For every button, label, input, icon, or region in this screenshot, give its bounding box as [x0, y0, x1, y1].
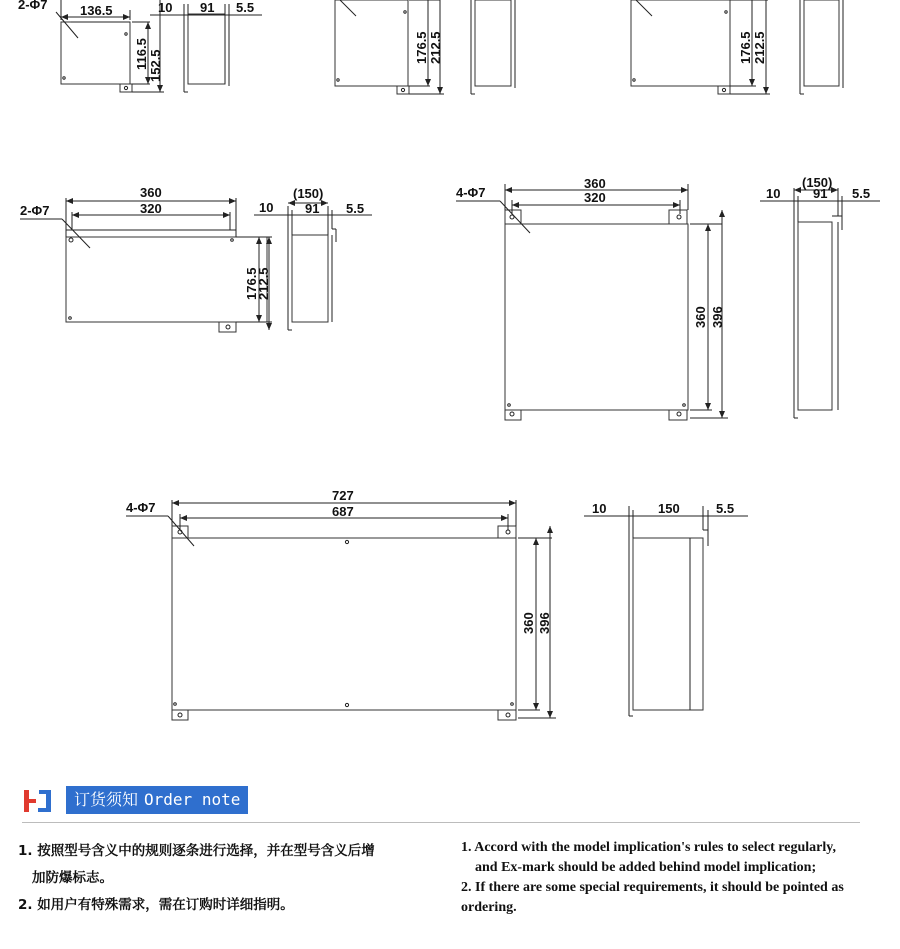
brand-logo-icon [22, 788, 62, 814]
bottom-width-inner: 687 [332, 504, 354, 519]
drawing-top-right [631, 0, 843, 94]
top-holes-label: 2-Φ7 [18, 0, 48, 12]
drawing-top-partial [18, 0, 262, 92]
top-right-h-inner: 176.5 [738, 31, 753, 64]
mid-left-dim-10: 10 [259, 200, 274, 215]
top-right-h-outer: 212.5 [752, 31, 767, 64]
mid-right-holes-label: 4-Φ7 [456, 185, 486, 200]
mid-right-dim-91: 91 [813, 186, 828, 201]
en-note-1-line-1: 1. Accord with the model implication's rules to select regularly, [461, 840, 836, 855]
order-note-title-cn: 订货须知 [74, 790, 139, 809]
mid-left-holes-label: 2-Φ7 [20, 203, 50, 218]
order-note-title [66, 786, 248, 814]
top-dim-10: 10 [158, 0, 173, 15]
cn-note-1-line-2: 加防爆标志。 [32, 870, 113, 886]
mid-left-h-inner: 176.5 [244, 267, 259, 300]
order-note-divider [22, 822, 860, 823]
drawing-middle-left [20, 185, 372, 332]
mid-left-dim-5.5: 5.5 [346, 201, 365, 216]
top-mid-h-outer: 212.5 [428, 31, 443, 64]
top-h-outer: 152.5 [148, 49, 163, 82]
cn-note-1-line-1: 1. 按照型号含义中的规则逐条进行选择，并在型号含义后增 [18, 843, 375, 859]
order-notes-english [461, 838, 881, 918]
mid-left-h-outer: 212.5 [256, 267, 271, 300]
cn-note-2: 2. 如用户有特殊需求，需在订购时详细指明。 [18, 897, 294, 913]
mid-right-dim-10: 10 [766, 186, 781, 201]
bottom-dim-5.5: 5.5 [716, 501, 735, 516]
bottom-h-inner: 360 [521, 612, 536, 634]
top-width-inner: 136.5 [80, 3, 113, 18]
mid-right-h-inner: 360 [693, 306, 708, 328]
drawing-middle-right [456, 175, 880, 420]
mid-right-depth: (150) [802, 175, 833, 190]
bottom-holes-label: 4-Φ7 [126, 500, 156, 515]
mid-left-width-outer: 360 [140, 185, 162, 200]
top-h-inner: 116.5 [134, 38, 149, 70]
mid-left-dim-91: 91 [305, 201, 320, 216]
bottom-dim-150: 150 [658, 501, 680, 516]
bottom-h-outer: 396 [537, 612, 552, 634]
bottom-dim-10: 10 [592, 501, 607, 516]
en-note-2-line-2: ordering. [461, 900, 517, 915]
mid-left-width-inner: 320 [140, 201, 162, 216]
en-note-2-line-1: 2. If there are some special requirements, it should be pointed as [461, 880, 844, 895]
order-note-title-en: Order note [144, 790, 241, 809]
en-note-1-line-2: and Ex-mark should be added behind model implication; [475, 860, 817, 875]
mid-right-width-outer: 360 [584, 176, 606, 191]
mid-right-dim-5.5: 5.5 [852, 186, 871, 201]
drawing-top-middle [335, 0, 515, 94]
top-mid-h-inner: 176.5 [414, 31, 429, 64]
top-dim-5.5: 5.5 [236, 0, 255, 15]
mid-right-width-inner: 320 [584, 190, 606, 205]
drawing-bottom [126, 488, 748, 720]
mid-left-depth: (150) [293, 186, 324, 201]
mid-right-h-outer: 396 [710, 306, 725, 328]
bottom-width-outer: 727 [332, 488, 354, 503]
order-notes-chinese [18, 838, 438, 919]
top-dim-91: 91 [200, 0, 215, 15]
